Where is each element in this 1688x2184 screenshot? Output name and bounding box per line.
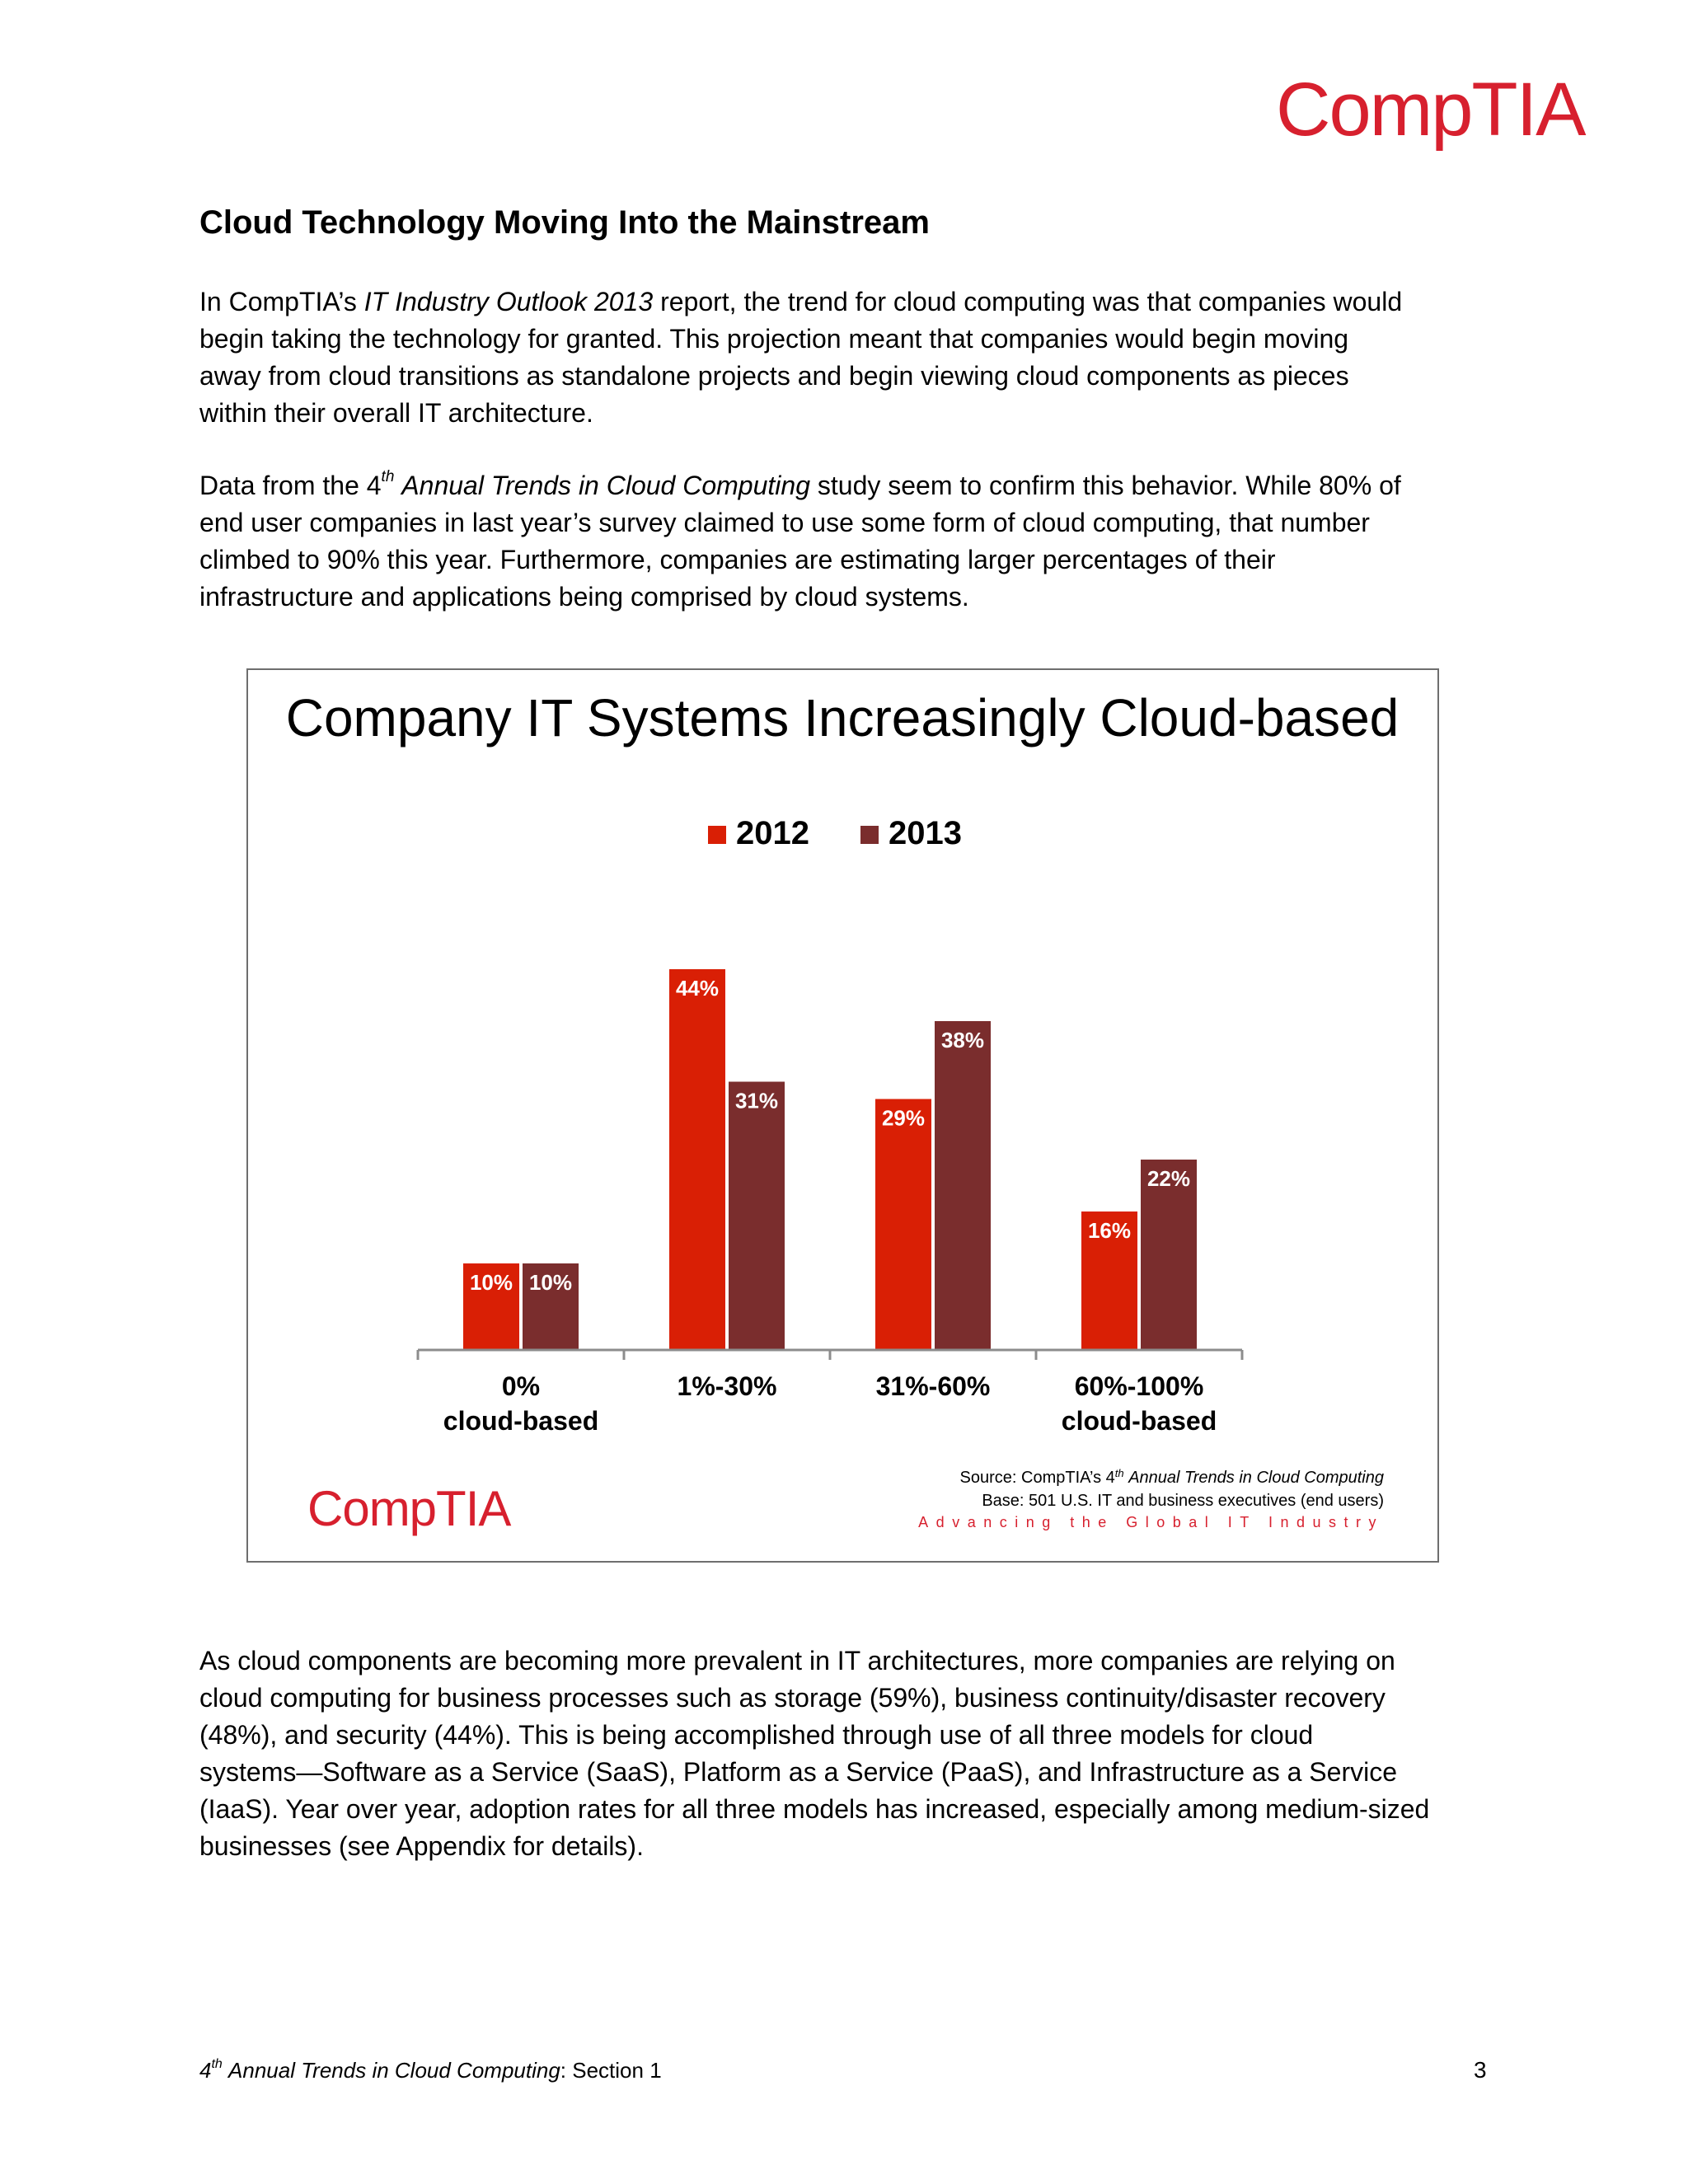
bar-2012-2 xyxy=(875,1099,931,1351)
text-line xyxy=(199,1791,1429,1828)
text-line xyxy=(199,1828,1429,1865)
text-line xyxy=(199,1754,1429,1791)
legend-label-2013: 2013 xyxy=(889,815,962,851)
data-label-2013-2: 38% xyxy=(940,1028,985,1052)
bar-2012-1 xyxy=(669,969,725,1350)
text-line xyxy=(199,467,1401,504)
text-line xyxy=(199,1643,1429,1680)
text-segment: IT Industry Outlook 2013 xyxy=(363,287,654,316)
footer-title xyxy=(199,2054,662,2087)
footer-segment: 4 xyxy=(199,2058,212,2083)
data-label-2013-1: 31% xyxy=(734,1088,779,1113)
text-segment: Data from the 4 xyxy=(199,471,382,500)
adoption-paragraph xyxy=(199,1643,1429,1865)
text-segment: end user companies in last year’s survey claimed to use some form of cloud computing, that number xyxy=(199,508,1370,537)
chart-figure xyxy=(246,668,1439,1563)
text-segment: infrastructure and applications being comprised by cloud systems. xyxy=(199,582,969,612)
text-segment: study seem to confirm this behavior. While 80% of xyxy=(809,471,1401,500)
svg-text:CompTIA: CompTIA xyxy=(1276,76,1585,152)
source-segment: th xyxy=(1114,1466,1124,1479)
text-segment: businesses (see Appendix for details). xyxy=(199,1831,644,1861)
text-segment: within their overall IT architecture. xyxy=(199,398,593,428)
text-line xyxy=(199,321,1402,358)
cloud-bar-chart xyxy=(248,670,1437,1561)
text-segment: report, the trend for cloud computing was that companies would xyxy=(653,287,1403,316)
intro-paragraph xyxy=(199,284,1402,432)
category-label-3: 60%-100% xyxy=(1074,1371,1204,1401)
chart-comptia-logo: CompTIA xyxy=(307,1481,511,1536)
data-label-2012-3: 16% xyxy=(1087,1218,1132,1243)
data-paragraph xyxy=(199,467,1401,616)
comptia-logo xyxy=(1276,76,1606,166)
text-segment: In CompTIA’s xyxy=(199,287,364,316)
data-label-2012-1: 44% xyxy=(675,976,720,1001)
text-segment: cloud computing for business processes such as storage (59%), business continuity/disaster recovery xyxy=(199,1683,1386,1713)
source-segment: Source: CompTIA’s 4 xyxy=(959,1469,1115,1487)
text-segment: As cloud components are becoming more prevalent in IT architectures, more companies are relying on xyxy=(199,1646,1395,1675)
category-label-0: cloud-based xyxy=(443,1406,599,1436)
text-line xyxy=(199,541,1401,579)
text-segment: (48%), and security (44%). This is being accomplished through use of all three models for cloud xyxy=(199,1720,1314,1750)
bar-2013-2 xyxy=(935,1021,991,1350)
text-line xyxy=(199,284,1402,321)
category-label-0: 0% xyxy=(501,1371,541,1401)
source-segment: Base: 501 U.S. IT and business executives (end users) xyxy=(982,1492,1384,1510)
text-line xyxy=(199,395,1402,432)
text-segment: (IaaS). Year over year, adoption rates for all three models has increased, especially among medium-sized xyxy=(199,1794,1430,1824)
bar-2013-1 xyxy=(729,1082,785,1351)
legend-swatch-2012 xyxy=(708,826,726,844)
chart-tagline: Advancing the Global IT Industry xyxy=(918,1514,1384,1530)
data-label-2012-0: 10% xyxy=(469,1270,513,1295)
text-segment: th xyxy=(381,468,395,486)
text-line xyxy=(199,504,1401,541)
legend-label-2012: 2012 xyxy=(736,815,809,851)
footer-segment: th xyxy=(211,2057,223,2072)
text-line xyxy=(199,358,1402,395)
page-number: 3 xyxy=(1474,2057,1487,2083)
data-label-2012-2: 29% xyxy=(881,1105,926,1131)
text-segment: Annual Trends in Cloud Computing xyxy=(401,471,810,500)
footer-segment: Annual Trends in Cloud Computing xyxy=(228,2058,560,2083)
footer-segment: : Section 1 xyxy=(560,2058,662,2083)
text-line xyxy=(199,1717,1429,1754)
category-label-3: cloud-based xyxy=(1061,1406,1217,1436)
chart-title: Company IT Systems Increasingly Cloud-based xyxy=(285,688,1400,748)
data-label-2013-0: 10% xyxy=(528,1270,573,1295)
legend-swatch-2013 xyxy=(860,826,879,844)
text-line xyxy=(199,1680,1429,1717)
page-heading: Cloud Technology Moving Into the Mainstream xyxy=(199,204,930,241)
category-label-2: 31%-60% xyxy=(875,1371,991,1401)
category-label-1: 1%-30% xyxy=(677,1371,777,1401)
text-segment: climbed to 90% this year. Furthermore, companies are estimating larger percentages of their xyxy=(199,545,1276,574)
source-note xyxy=(982,1492,1384,1510)
text-line xyxy=(199,579,1401,616)
text-segment xyxy=(394,471,401,500)
data-label-2013-3: 22% xyxy=(1146,1166,1191,1191)
text-segment: away from cloud transitions as standalone projects and begin viewing cloud components as pieces xyxy=(199,361,1349,391)
source-note xyxy=(960,1467,1384,1488)
footer-segment xyxy=(223,2058,228,2083)
source-segment: Annual Trends in Cloud Computing xyxy=(1128,1469,1384,1487)
text-segment: begin taking the technology for granted. This projection meant that companies would begin moving xyxy=(199,324,1349,354)
text-segment: systems—Software as a Service (SaaS), Platform as a Service (PaaS), and Infrastructure as a Service xyxy=(199,1757,1397,1787)
